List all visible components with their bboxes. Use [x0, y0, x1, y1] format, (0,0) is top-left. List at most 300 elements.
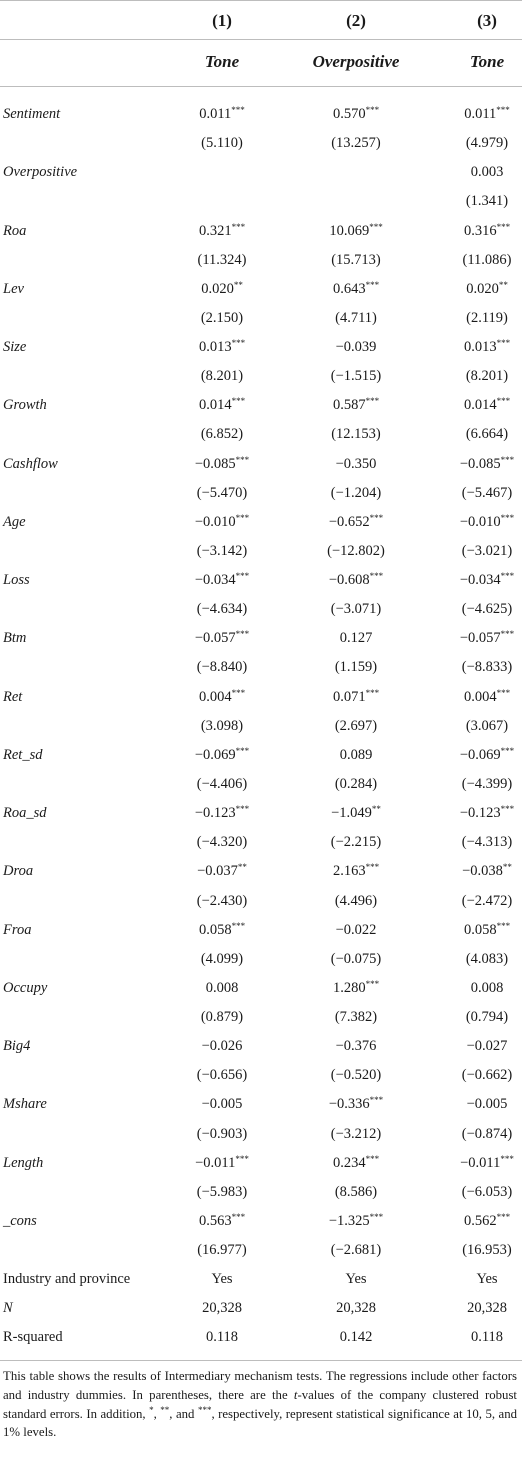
coefficient-row — [0, 100, 522, 129]
coefficient-row — [0, 741, 522, 770]
coefficient-cell — [296, 450, 416, 479]
table-bottom-rule — [0, 1360, 522, 1361]
significance-stars: *** — [231, 687, 246, 698]
summary-row — [0, 1265, 522, 1294]
summary-value: 20,328 — [202, 1300, 242, 1317]
coefficient-cell — [296, 1207, 416, 1236]
variable-label: Overpositive — [3, 164, 78, 181]
header-bottom-rule — [0, 86, 522, 87]
t-value-cell: (16.977) — [197, 1242, 247, 1259]
t-value-cell: (0.284) — [334, 775, 378, 792]
coefficient-value: −0.022 — [335, 921, 377, 938]
coefficient-value: −0.005 — [201, 1096, 243, 1113]
coefficient-cell — [170, 799, 274, 828]
coefficient-value: 0.321 — [198, 222, 232, 239]
t-value-cell: (−1.204) — [330, 484, 382, 501]
significance-stars: *** — [235, 745, 250, 756]
significance-stars: *** — [500, 454, 515, 465]
coefficient-cell — [296, 275, 416, 304]
summary-value: 0.118 — [470, 1329, 504, 1346]
coefficient-row — [0, 158, 522, 187]
coefficient-value: 0.020 — [466, 280, 499, 297]
coefficient-value: −0.376 — [335, 1038, 377, 1055]
t-value-cell: (2.119) — [466, 309, 508, 326]
t-value-cell: (8.201) — [465, 368, 509, 385]
column-number-1: (1) — [212, 11, 232, 30]
significance-stars: *** — [235, 1153, 249, 1164]
t-value-cell: (−4.320) — [196, 834, 248, 851]
coefficient-cell — [170, 1207, 274, 1236]
variable-label: Lev — [3, 280, 24, 297]
coefficient-row — [0, 333, 522, 362]
t-value-row — [0, 1003, 522, 1032]
significance-stars: *** — [500, 1153, 514, 1164]
coefficient-value: 0.011 — [464, 106, 497, 122]
coefficient-cell — [170, 683, 274, 712]
column-number-3: (3) — [477, 11, 497, 30]
coefficient-value: 0.563 — [198, 1212, 232, 1229]
coefficient-value: −0.027 — [466, 1038, 508, 1055]
coefficient-value: −0.336 — [328, 1096, 370, 1113]
coefficient-value: −0.057 — [194, 630, 236, 647]
significance-stars: *** — [369, 1211, 384, 1222]
coefficient-cell — [440, 1090, 522, 1119]
significance-stars: ** — [237, 862, 247, 873]
t-value-cell: (7.382) — [334, 1009, 378, 1026]
coefficient-cell — [296, 683, 416, 712]
t-value-cell: (4.979) — [465, 135, 509, 152]
coefficient-row — [0, 916, 522, 945]
coefficient-value: 0.234 — [332, 1154, 366, 1171]
variable-label: Roa_sd — [3, 805, 47, 822]
significance-stars: *** — [235, 804, 250, 815]
coefficient-row — [0, 391, 522, 420]
coefficient-row — [0, 1149, 522, 1178]
t-value-cell: (2.697) — [334, 717, 378, 734]
t-value-cell: (3.098) — [200, 717, 244, 734]
variable-label: Sentiment — [3, 106, 61, 122]
coefficient-value: −0.057 — [459, 630, 501, 647]
t-value-cell — [170, 187, 274, 216]
coefficient-value: −0.011 — [195, 1154, 236, 1171]
coefficient-cell — [440, 624, 522, 653]
variable-label: Mshare — [3, 1096, 47, 1113]
t-value-cell — [296, 187, 416, 216]
coefficient-cell — [170, 1032, 274, 1061]
t-value-cell: (−4.634) — [196, 601, 248, 618]
t-value-cell: (−5.467) — [461, 484, 513, 501]
summary-value: Yes — [476, 1271, 498, 1288]
t-value-cell: (0.879) — [200, 1009, 244, 1026]
coefficient-cell — [170, 1149, 274, 1178]
significance-stars: *** — [369, 221, 383, 232]
significance-stars: *** — [231, 1211, 246, 1222]
coefficient-value: 0.127 — [339, 630, 373, 647]
coefficient-value: −0.608 — [328, 572, 370, 589]
t-value-cell: (−4.406) — [196, 775, 248, 792]
t-value-cell: (2.150) — [200, 309, 244, 326]
t-value-row — [0, 1178, 522, 1207]
t-value-cell: (−6.053) — [461, 1183, 513, 1200]
summary-row — [0, 1323, 522, 1352]
coefficient-cell — [296, 799, 416, 828]
variable-label: Froa — [3, 921, 32, 938]
note-text-1: This table shows the results of Intermediary mechanism tests. The regressions include other factors and industry dummies. In parentheses, there are the — [3, 1369, 517, 1402]
coefficient-cell — [296, 158, 416, 187]
significance-stars: *** — [500, 629, 515, 640]
significance-stars: *** — [231, 396, 246, 407]
coefficient-cell — [170, 1090, 274, 1119]
variable-label: _cons — [3, 1212, 37, 1229]
coefficient-row — [0, 683, 522, 712]
significance-stars: *** — [496, 687, 511, 698]
coefficient-row — [0, 566, 522, 595]
column-name-3: Tone — [469, 52, 505, 71]
coefficient-row — [0, 275, 522, 304]
column-name-1: Tone — [204, 52, 240, 71]
coefficient-value: −0.652 — [328, 513, 370, 530]
t-value-cell: (4.083) — [465, 950, 509, 967]
coefficient-value: −0.069 — [194, 746, 236, 763]
t-value-row — [0, 246, 522, 275]
coefficient-cell — [170, 916, 274, 945]
coefficient-cell — [296, 1149, 416, 1178]
t-value-cell: (15.713) — [331, 251, 381, 268]
table-note — [3, 1367, 517, 1442]
coefficient-cell — [170, 974, 274, 1003]
significance-stars: *** — [365, 105, 380, 115]
coefficient-value: 0.004 — [198, 688, 232, 705]
coefficient-value: −0.037 — [197, 863, 238, 880]
coefficient-value: 0.562 — [463, 1212, 497, 1229]
t-value-cell: (−2.430) — [196, 892, 248, 909]
coefficient-value: 0.014 — [463, 397, 497, 414]
coefficient-value: 0.011 — [199, 106, 232, 122]
coefficient-cell — [170, 391, 274, 420]
t-value-cell: (−0.520) — [330, 1067, 382, 1084]
coefficient-value: 0.058 — [463, 921, 497, 938]
t-value-cell: (−1.515) — [330, 368, 382, 385]
header-number-row — [0, 6, 522, 35]
t-value-cell: (−8.833) — [461, 659, 513, 676]
variable-label: Btm — [3, 630, 27, 647]
header-name-row — [0, 47, 522, 76]
significance-stars: *** — [500, 571, 515, 582]
coefficient-value: 0.643 — [332, 280, 366, 297]
coefficient-value: −0.039 — [335, 339, 377, 356]
coefficient-value: 0.020 — [201, 280, 234, 297]
significance-stars: *** — [365, 1153, 380, 1164]
significance-stars: ** — [233, 279, 243, 290]
variable-label: Growth — [3, 397, 47, 414]
t-value-cell: (1.159) — [334, 659, 378, 676]
coefficient-value: −1.325 — [328, 1212, 370, 1229]
significance-stars: *** — [500, 804, 515, 815]
coefficient-cell — [440, 1149, 522, 1178]
coefficient-row — [0, 1090, 522, 1119]
significance-stars: *** — [500, 745, 515, 756]
coefficient-cell — [440, 974, 522, 1003]
coefficient-cell — [440, 916, 522, 945]
variable-label: Cashflow — [3, 455, 58, 472]
coefficient-cell — [170, 857, 274, 886]
variable-label: Occupy — [3, 979, 48, 996]
significance-stars: *** — [235, 571, 250, 582]
coefficient-cell — [440, 333, 522, 362]
t-value-cell: (−3.212) — [330, 1125, 382, 1142]
t-value-row — [0, 304, 522, 333]
coefficient-cell — [440, 275, 522, 304]
significance-stars: *** — [365, 862, 380, 873]
coefficient-value: 0.013 — [198, 339, 232, 356]
coefficient-cell — [170, 217, 274, 246]
column-name-2: Overpositive — [312, 52, 400, 71]
coefficient-value: 0.587 — [332, 397, 366, 414]
t-value-cell: (1.341) — [465, 193, 509, 210]
coefficient-cell — [440, 100, 522, 129]
t-value-cell: (5.110) — [201, 135, 243, 152]
coefficient-cell — [296, 1032, 416, 1061]
coefficient-cell — [296, 857, 416, 886]
coefficient-value: −0.123 — [459, 805, 501, 822]
summary-label: R-squared — [3, 1329, 63, 1346]
t-value-row — [0, 828, 522, 857]
coefficient-value: 0.008 — [205, 979, 239, 996]
coefficient-value: −0.069 — [459, 746, 501, 763]
summary-value: 0.142 — [339, 1329, 373, 1346]
t-value-row — [0, 653, 522, 682]
t-value-cell: (−8.840) — [196, 659, 248, 676]
coefficient-value: −0.085 — [194, 455, 236, 472]
coefficient-value: 0.004 — [463, 688, 497, 705]
coefficient-cell — [296, 916, 416, 945]
summary-value: 20,328 — [467, 1300, 507, 1317]
coefficient-cell — [170, 741, 274, 770]
t-value-row — [0, 712, 522, 741]
t-value-cell: (−0.656) — [196, 1067, 248, 1084]
variable-label: Length — [3, 1154, 44, 1171]
note-star-1: * — [149, 1404, 154, 1415]
t-value-cell: (−2.215) — [330, 834, 382, 851]
t-value-row — [0, 129, 522, 158]
significance-stars: *** — [365, 279, 380, 290]
t-value-row — [0, 945, 522, 974]
t-value-cell: (3.067) — [465, 717, 509, 734]
significance-stars: *** — [369, 1095, 384, 1106]
t-value-cell: (4.496) — [334, 892, 378, 909]
t-value-cell: (−5.983) — [196, 1183, 248, 1200]
t-value-cell: (4.711) — [335, 309, 377, 326]
note-text-2: -values of the company clustered robust standard errors. In addition, — [3, 1387, 517, 1421]
variable-label: Big4 — [3, 1038, 31, 1055]
coefficient-value: 0.316 — [463, 222, 497, 239]
t-value-cell: (−0.903) — [196, 1125, 248, 1142]
significance-stars: *** — [496, 1211, 511, 1222]
coefficient-cell — [296, 333, 416, 362]
coefficient-value: −0.026 — [201, 1038, 243, 1055]
note-star-2: ** — [160, 1404, 170, 1415]
coefficient-row — [0, 1032, 522, 1061]
coefficient-cell — [170, 158, 274, 187]
coefficient-cell — [170, 450, 274, 479]
coefficient-cell — [440, 566, 522, 595]
t-value-row — [0, 1236, 522, 1265]
t-value-cell: (−0.075) — [330, 950, 382, 967]
t-value-cell: (−4.625) — [461, 601, 513, 618]
coefficient-cell — [296, 391, 416, 420]
significance-stars: *** — [496, 396, 511, 407]
t-value-row — [0, 770, 522, 799]
coefficient-cell — [296, 974, 416, 1003]
coefficient-value: −0.038 — [462, 863, 503, 880]
coefficient-row — [0, 1207, 522, 1236]
coefficient-row — [0, 799, 522, 828]
coefficient-value: −0.011 — [460, 1154, 501, 1171]
coefficient-value: 0.570 — [332, 106, 366, 122]
significance-stars: *** — [231, 920, 246, 931]
significance-stars: *** — [500, 512, 515, 523]
coefficient-row — [0, 217, 522, 246]
coefficient-cell — [440, 450, 522, 479]
t-value-cell: (0.794) — [465, 1009, 509, 1026]
coefficient-cell — [296, 1090, 416, 1119]
coefficient-cell — [440, 391, 522, 420]
t-value-row — [0, 537, 522, 566]
coefficient-cell — [440, 217, 522, 246]
significance-stars: ** — [502, 862, 512, 873]
t-value-row — [0, 362, 522, 391]
significance-stars: *** — [365, 396, 380, 407]
coefficient-cell — [440, 857, 522, 886]
t-value-cell: (−5.470) — [196, 484, 248, 501]
t-value-cell: (−3.142) — [196, 542, 248, 559]
coefficient-cell — [296, 100, 416, 129]
t-value-cell: (8.201) — [200, 368, 244, 385]
coefficient-cell — [296, 508, 416, 537]
summary-value: Yes — [345, 1271, 367, 1288]
significance-stars: *** — [231, 338, 246, 349]
t-value-cell: (−3.021) — [461, 542, 513, 559]
coefficient-cell — [296, 624, 416, 653]
note-text-3: , — [153, 1406, 161, 1421]
significance-stars: *** — [231, 221, 246, 232]
coefficient-cell — [170, 566, 274, 595]
significance-stars: *** — [235, 454, 250, 465]
t-value-cell: (−2.681) — [330, 1242, 382, 1259]
significance-stars: *** — [369, 512, 384, 523]
coefficient-cell — [440, 508, 522, 537]
coefficient-value: 0.008 — [470, 979, 504, 996]
t-value-cell: (−0.662) — [461, 1067, 513, 1084]
table-top-rule — [0, 0, 522, 1]
coefficient-value: 0.058 — [198, 921, 232, 938]
coefficient-cell — [440, 158, 522, 187]
t-value-cell: (−4.313) — [461, 834, 513, 851]
coefficient-row — [0, 508, 522, 537]
variable-label: Loss — [3, 572, 30, 589]
t-value-cell: (6.664) — [465, 426, 509, 443]
summary-label: Industry and province — [3, 1271, 131, 1288]
significance-stars: *** — [365, 978, 380, 989]
t-value-cell: (4.099) — [200, 950, 244, 967]
t-value-cell: (12.153) — [331, 426, 381, 443]
t-value-cell: (−0.874) — [461, 1125, 513, 1142]
note-text-4: , and — [169, 1406, 198, 1421]
coefficient-value: 0.071 — [332, 688, 366, 705]
column-number-2: (2) — [346, 11, 366, 30]
coefficient-value: 10.069 — [329, 222, 370, 239]
coefficient-cell — [296, 741, 416, 770]
significance-stars: *** — [365, 687, 380, 698]
header-rule — [0, 39, 522, 40]
significance-stars: *** — [496, 105, 510, 115]
variable-label: Droa — [3, 863, 34, 880]
coefficient-row — [0, 624, 522, 653]
significance-stars: *** — [235, 629, 250, 640]
note-text-5: , respectively, represent statistical significance at 10, 5, and 1% levels. — [3, 1406, 518, 1440]
summary-value: 20,328 — [336, 1300, 376, 1317]
coefficient-value: −0.034 — [194, 572, 236, 589]
coefficient-value: −0.085 — [459, 455, 501, 472]
t-value-cell: (11.086) — [462, 251, 512, 268]
t-value-cell: (6.852) — [200, 426, 244, 443]
t-value-cell: (−2.472) — [461, 892, 513, 909]
coefficient-value: −0.350 — [335, 455, 377, 472]
summary-row — [0, 1294, 522, 1323]
summary-value: 0.118 — [205, 1329, 239, 1346]
significance-stars: *** — [369, 571, 384, 582]
t-value-row — [0, 1061, 522, 1090]
t-value-row — [0, 420, 522, 449]
t-value-cell: (13.257) — [331, 135, 381, 152]
summary-value: Yes — [211, 1271, 233, 1288]
coefficient-cell — [296, 566, 416, 595]
coefficient-value: 0.089 — [339, 746, 373, 763]
coefficient-value: 1.280 — [332, 979, 366, 996]
coefficient-value: 0.013 — [463, 339, 497, 356]
coefficient-cell — [170, 508, 274, 537]
coefficient-cell — [440, 1207, 522, 1236]
note-t-italic: t — [293, 1387, 298, 1402]
t-value-cell: (16.953) — [462, 1242, 512, 1259]
coefficient-value: −0.010 — [459, 513, 501, 530]
variable-label: Size — [3, 339, 27, 356]
coefficient-row — [0, 857, 522, 886]
t-value-cell: (11.324) — [197, 251, 247, 268]
significance-stars: ** — [371, 804, 381, 815]
significance-stars: *** — [496, 221, 511, 232]
significance-stars: *** — [496, 920, 511, 931]
coefficient-cell — [170, 333, 274, 362]
significance-stars: *** — [496, 338, 511, 349]
coefficient-value: −0.123 — [194, 805, 236, 822]
summary-label: N — [3, 1300, 13, 1317]
coefficient-cell — [170, 275, 274, 304]
coefficient-cell — [440, 683, 522, 712]
coefficient-row — [0, 450, 522, 479]
t-value-row — [0, 479, 522, 508]
coefficient-value: 0.014 — [198, 397, 232, 414]
coefficient-cell — [440, 741, 522, 770]
coefficient-cell — [170, 624, 274, 653]
t-value-row — [0, 1120, 522, 1149]
t-value-cell: (−3.071) — [330, 601, 382, 618]
coefficient-cell — [440, 1032, 522, 1061]
significance-stars: ** — [498, 279, 508, 290]
coefficient-value: −0.005 — [466, 1096, 508, 1113]
t-value-cell: (8.586) — [334, 1183, 378, 1200]
variable-label: Ret_sd — [3, 746, 43, 763]
